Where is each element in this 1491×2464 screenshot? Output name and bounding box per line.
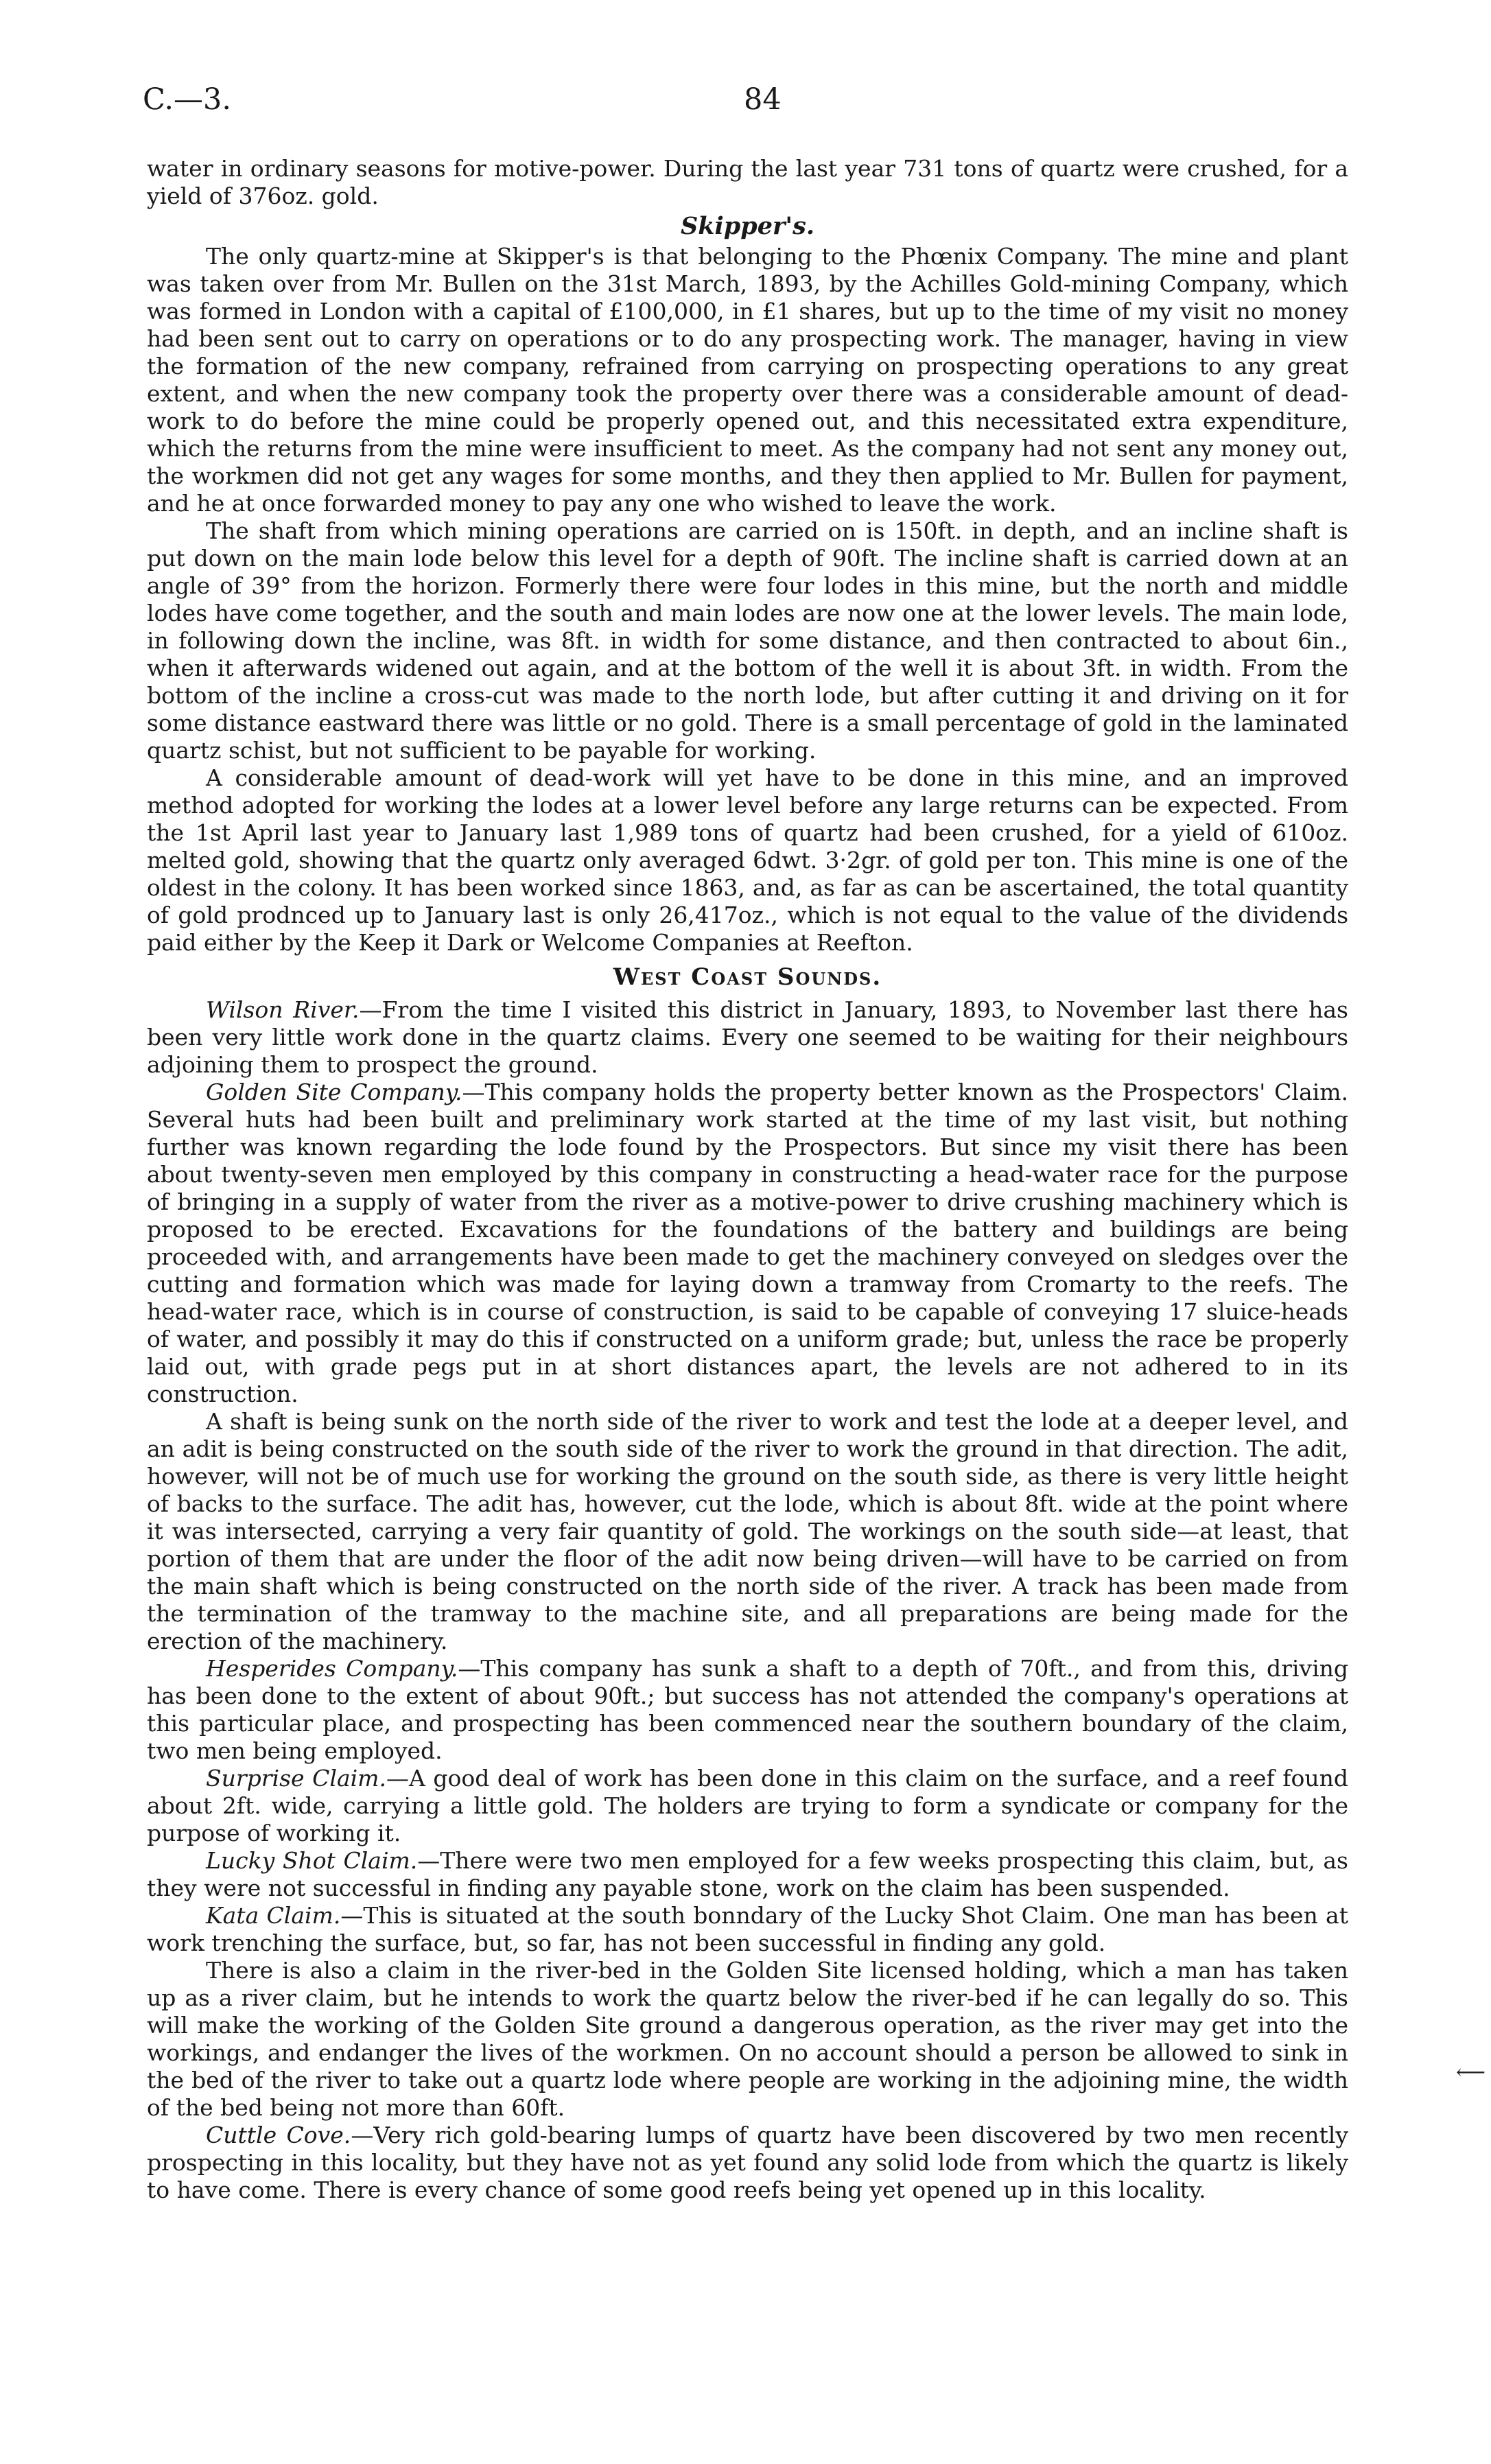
lucky-shot-paragraph — [147, 1847, 1348, 1902]
west-coast-sounds-heading: West Coast Sounds. — [613, 963, 882, 991]
page-body — [147, 155, 1348, 2204]
kata-claim-text: —This is situated at the south bonndary of the Lucky Shot Claim. One man has been at work trenching the surface, but, so far, has not been successful in finding any gold. — [147, 1902, 1348, 1956]
surprise-claim-text: —A good deal of work has been done in this claim on the surface, and a reef found about 2ft. wide, carrying a little gold. The holders are trying to form a syndicate or company for the purpose of working it. — [147, 1765, 1348, 1846]
cuttle-cove-paragraph — [147, 2122, 1348, 2204]
kata-claim-paragraph — [147, 1902, 1348, 1957]
golden-site-paragraph — [147, 1079, 1348, 1408]
skippers-paragraph-2: The shaft from which mining operations are carried on is 150ft. in depth, and an incline shaft is put down on the main lode below this level for a depth of 90ft. The incline shaft is carried down at an angle of 39° from the horizon. Formerly there were four lodes in this mine, but the north and middle lodes have come together, and the south and main lodes are now one at the lower levels. The main lode, in following down the incline, was 8ft. in width for some distance, and then contracted to about 6in., when it afterwards widened out again, and at the bottom of the well it is about 3ft. in width. From the bottom of the incline a cross-cut was made to the north lode, but after cutting it and driving on it for some distance eastward there was little or no gold. There is a small percentage of gold in the laminated quartz schist, but not sufficient to be payable for working. — [147, 517, 1348, 764]
golden-site-lead: Golden Site Company. — [206, 1079, 462, 1105]
lucky-shot-lead: Lucky Shot Claim. — [206, 1847, 418, 1874]
cuttle-cove-lead: Cuttle Cove. — [206, 2122, 351, 2148]
skippers-paragraph-1: The only quartz-mine at Skipper's is that belonging to the Phœnix Company. The mine and plant was taken over from Mr. Bullen on the 31st March, 1893, by the Achilles Gold-mining Company, which was formed in London with a capital of £100,000, in £1 shares, but up to the time of my visit no money had been sent out to carry on operations or to do any prospecting work. The manager, having in view the formation of the new company, refrained from carrying on prospecting operations to any great extent, and when the new company took the property over there was a considerable amount of dead-work to do before the mine could be properly opened out, and this necessitated extra expenditure, which the returns from the mine were insufficient to meet. As the company had not sent any money out, the workmen did not get any wages for some months, and they then applied to Mr. Bullen for payment, and he at once forwarded money to pay any one who wished to leave the work. — [147, 243, 1348, 517]
hesperides-paragraph — [147, 1655, 1348, 1765]
skippers-paragraph-3: A considerable amount of dead-work will yet have to be done in this mine, and an improved method adopted for working the lodes at a lower level before any large returns can be expected. From the 1st April last year to January last 1,989 tons of quartz had been crushed, for a yield of 610oz. melted gold, showing that the quartz only averaged 6dwt. 3·2gr. of gold per ton. This mine is one of the oldest in the colony. It has been worked since 1863, and, as far as can be ascertained, the total quantity of gold prodnced up to January last is only 26,417oz., which is not equal to the value of the dividends paid either by the Keep it Dark or Welcome Companies at Reefton. — [147, 764, 1348, 956]
golden-site-text: —This company holds the property better known as the Prospectors' Claim. Several huts had been built and preliminary work started at the time of my last visit, but nothing further was known regarding the lode found by the Prospectors. But since my visit there has been about twenty-seven men employed by this company in constructing a head-water race for the purpose of bringing in a supply of water from the river as a motive-power to drive crushing machinery which is proposed to be erected. Excavations for the foundations of the battery and buildings are being proceeded with, and arrangements have been made to get the machinery conveyed on sledges over the cutting and formation which was made for laying down a tramway from Cromarty to the reefs. The head-water race, which is in course of construction, is said to be capable of conveying 17 sluice-heads of water, and possibly it may do this if constructed on a uniform grade; but, unless the race be properly laid out, with grade pegs put in at short distances apart, the levels are not adhered to in its construction. — [147, 1079, 1348, 1407]
lucky-shot-text: —There were two men employed for a few weeks prospecting this claim, but, as they were not successful in finding any payable stone, work on the claim has been suspended. — [147, 1847, 1348, 1901]
kata-claim-lead: Kata Claim. — [206, 1902, 341, 1929]
wilson-river-lead: Wilson River. — [206, 996, 360, 1023]
river-claim-paragraph: There is also a claim in the river-bed in the Golden Site licensed holding, which a man has taken up as a river claim, but he intends to work the quartz below the river-bed if he can legally do so. This will make the working of the Golden Site ground a dangerous operation, as the river may get into the workings, and endanger the lives of the workmen. On no account should a person be allowed to sink in the bed of the river to take out a quartz lode where people are working in the adjoining mine, the width of the bed being not more than 60ft. — [147, 1957, 1348, 2121]
skippers-heading: Skipper's. — [680, 212, 815, 240]
hesperides-lead: Hesperides Company. — [206, 1655, 458, 1682]
surprise-claim-lead: Surprise Claim. — [206, 1765, 386, 1792]
wilson-river-paragraph — [147, 996, 1348, 1079]
report-reference: C.—3. — [143, 82, 232, 117]
page-number: 84 — [744, 82, 782, 117]
shaft-paragraph: A shaft is being sunk on the north side of the river to work and test the lode at a deeper level, and an adit is being constructed on the south side of the river to work the ground in that direction. The adit, however, will not be of much use for working the ground on the south side, as there is very little height of backs to the surface. The adit has, however, cut the lode, which is about 8ft. wide at the point where it was intersected, carrying a very fair quantity of gold. The workings on the south side—at least, that portion of them that are under the floor of the adit now being driven—will have to be carried on from the main shaft which is being constructed on the north side of the river. A track has been made from the termination of the tramway to the machine site, and all preparations are being made for the erection of the machinery. — [147, 1408, 1348, 1654]
margin-arrow-mark: ⟵ — [1456, 2061, 1486, 2085]
intro-paragraph: water in ordinary seasons for motive-power. During the last year 731 tons of quartz were crushed, for a yield of 376oz. gold. — [147, 155, 1348, 209]
cuttle-cove-text: —Very rich gold-bearing lumps of quartz have been discovered by two men recently prospecting in this locality, but they have not as yet found any solid lode from which the quartz is likely to have come. There is every chance of some good reefs being yet opened up in this locality. — [147, 2122, 1348, 2203]
page-header — [143, 82, 1348, 130]
hesperides-text: —This company has sunk a shaft to a depth of 70ft., and from this, driving has been done to the extent of about 90ft.; but success has not attended the company's operations at this particular place, and prospecting has been commenced near the southern boundary of the claim, two men being employed. — [147, 1655, 1348, 1764]
wilson-river-text: —From the time I visited this district in January, 1893, to November last there has been very little work done in the quartz claims. Every one seemed to be waiting for their neighbours adjoining them to prospect the ground. — [147, 996, 1348, 1078]
surprise-claim-paragraph — [147, 1765, 1348, 1847]
